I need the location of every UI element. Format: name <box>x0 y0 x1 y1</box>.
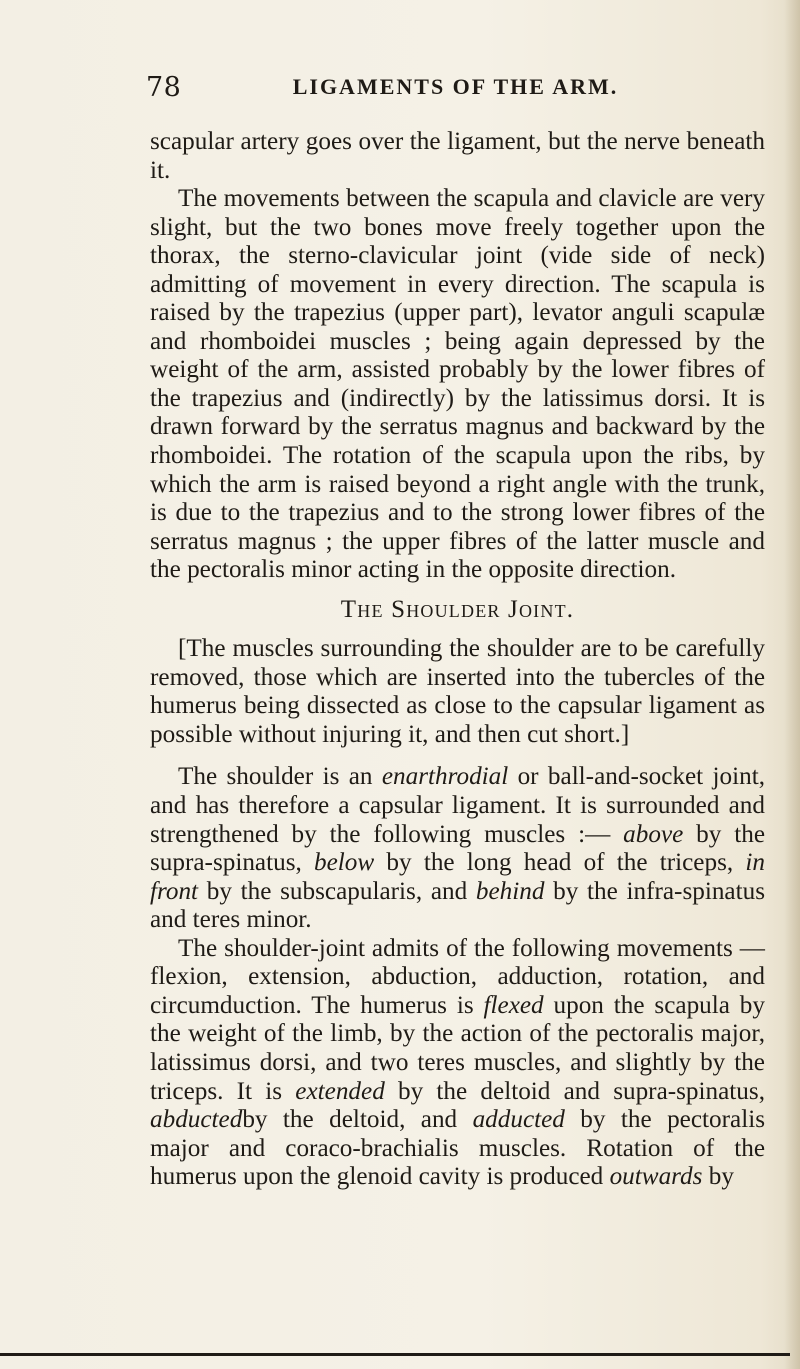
running-head <box>148 72 763 108</box>
paragraph-scapula-movements: The movements between the scapula and clavicle are very slight, but the two bones move freely together upon the thorax, the sterno-clavicular joint (vide side of neck) admitting of movement in every direction. The scapula is raised by the trapezius (upper part), levator anguli scapulæ and rhomboidei muscles ; being again depressed by the weight of the arm, assisted probably by the lower fibres of the trapezius and (indirectly) by the latissimus dorsi. It is drawn forward by the serratus magnus and backward by the rhomboidei. The rotation of the scapula upon the ribs, by which the arm is raised beyond a right angle with the trunk, is due to the trapezius and to the strong lower fibres of the serratus magnus ; the upper fibres of the latter muscle and the pectoralis minor acting in the opposite direction. <box>150 185 765 584</box>
running-title: LIGAMENTS OF THE ARM. <box>292 74 619 99</box>
page-edge-shadow <box>784 0 800 1369</box>
paragraph-shoulder-joint: The shoulder is an enarthrodial or ball-and-socket joint, and has therefore a capsular ligament. It is surrounded and strengthened by the following muscles :— above by the supra-spinatus, below by the long head of the triceps, in front by the subscapularis, and behind by the infra-spinatus and teres minor. <box>150 763 766 934</box>
body-text <box>150 128 765 1192</box>
paragraph-shoulder-movements: The shoulder-joint admits of the following movements —flexion, extension, abduction, adduction, rotation, and circumduction. The humerus is flexed upon the scapula by the weight of the limb, by the action of the pectoralis major, latissimus dorsi, and two teres muscles, and slightly by the triceps. It is extended by the deltoid and supra-spinatus, abductedby the deltoid, and adducted by the pectoralis major and coraco-brachialis muscles. Rotation of the humerus upon the glenoid cavity is produced outwards by <box>150 934 765 1191</box>
page-number: 78 <box>146 72 182 103</box>
dissection-note: [The muscles surrounding the shoulder are to be carefully removed, those which are inserted into the tubercles of the humerus being dissected as close to the capsular ligament as possible without injuring it, and then cut short.] <box>150 635 765 748</box>
bottom-rule <box>0 1353 790 1356</box>
paragraph-continued: scapular artery goes over the ligament, but the nerve beneath it. <box>150 128 765 184</box>
section-heading: The Shoulder Joint. <box>340 595 575 623</box>
